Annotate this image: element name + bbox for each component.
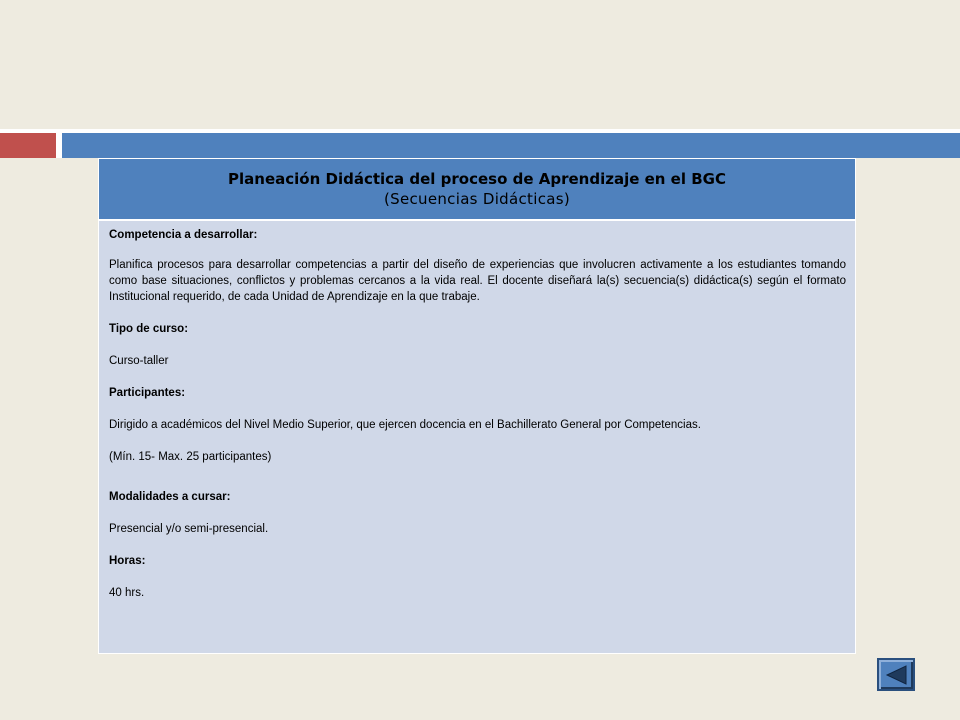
- tipo-text: Curso-taller: [109, 355, 169, 367]
- participantes-text: Dirigido a académicos del Nivel Medio Superior, que ejercen docencia en el Bachillerato General por Competencias.: [109, 419, 701, 431]
- card-body: [99, 221, 855, 601]
- tipo-label: Tipo de curso:: [109, 323, 189, 335]
- accent-bar-red: [0, 133, 56, 158]
- card-subtitle: (Secuencias Didácticas): [383, 190, 570, 208]
- back-triangle-icon: [884, 664, 908, 686]
- competencia-text: Planifica procesos para desarrollar competencias a partir del diseño de experiencias que involucren activamente a los estudiantes tomando como base situaciones, conflictos y problemas cercanos a la vida real. El docente diseñará la(s) secuencia(s) didáctica(s) según el formato Institucional requerido, de cada Unidad de Aprendizaje en la que trabaje.: [109, 259, 846, 303]
- competencia-label: Competencia a desarrollar:: [109, 229, 258, 241]
- modalidades-label: Modalidades a cursar:: [109, 491, 231, 503]
- modalidades-text: Presencial y/o semi-presencial.: [109, 523, 269, 535]
- course-info-card: [98, 158, 856, 654]
- horas-text: 40 hrs.: [109, 587, 145, 599]
- card-title: Planeación Didáctica del proceso de Aprendizaje en el BGC: [228, 170, 726, 188]
- card-header: [99, 159, 855, 221]
- accent-bar-blue: [62, 133, 960, 158]
- participantes-range: (Mín. 15- Max. 25 participantes): [109, 451, 272, 463]
- participantes-label: Participantes:: [109, 387, 186, 399]
- back-button[interactable]: [877, 658, 915, 691]
- horas-label: Horas:: [109, 555, 146, 567]
